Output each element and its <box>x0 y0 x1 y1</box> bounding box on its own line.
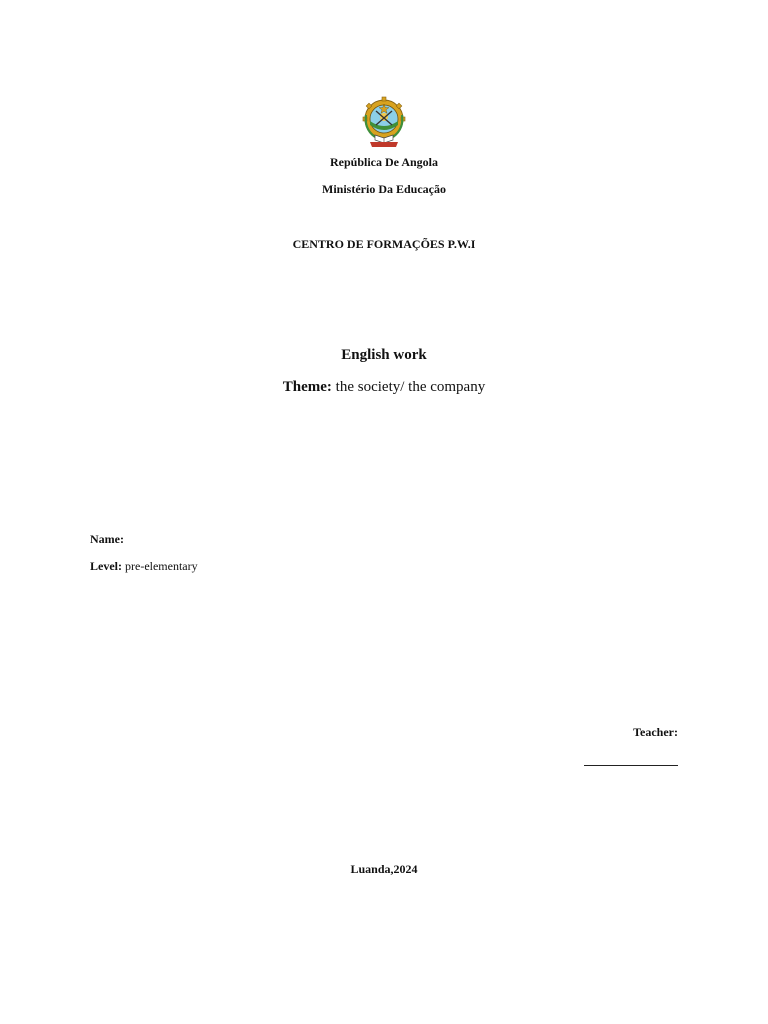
student-level-line <box>90 559 198 574</box>
level-value: pre-elementary <box>125 559 198 573</box>
training-centre-heading: CENTRO DE FORMAÇÕES P.W.I <box>292 237 476 251</box>
work-title: English work <box>341 347 427 363</box>
student-name-label: Name: <box>90 532 124 546</box>
theme-label: Theme: <box>282 379 332 395</box>
level-label: Level: <box>90 559 122 573</box>
place-date: Luanda,2024 <box>350 862 418 876</box>
theme-line <box>0 379 768 396</box>
theme-value: the society/ the company <box>335 379 486 395</box>
teacher-signature-line <box>584 765 678 766</box>
ministry-heading: Ministério Da Educação <box>322 182 446 196</box>
teacher-label: Teacher: <box>633 725 678 739</box>
coat-of-arms-icon <box>361 95 407 149</box>
republic-heading: República De Angola <box>329 155 438 169</box>
